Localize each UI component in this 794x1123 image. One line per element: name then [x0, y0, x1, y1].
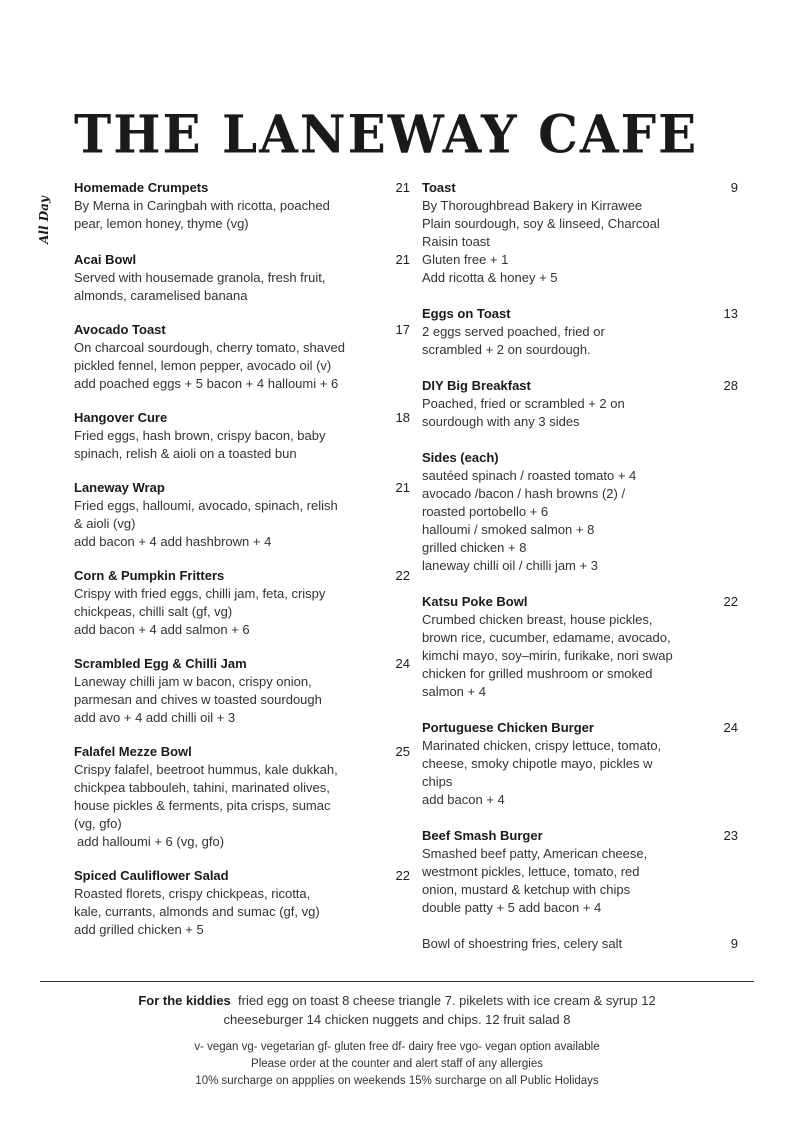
- menu-item: [422, 719, 738, 809]
- menu-item-description: scrambled + 2 on sourdough.: [422, 342, 591, 357]
- menu-item-description: Fried eggs, hash brown, crispy bacon, baby: [74, 428, 326, 443]
- menu-item-price: 9: [730, 180, 738, 195]
- menu-item-description: On charcoal sourdough, cherry tomato, shaved: [74, 340, 345, 355]
- menu-item-name: Beef Smash Burger: [422, 828, 543, 843]
- kids-label: For the kiddies: [138, 993, 231, 1008]
- menu-item-description: Add ricotta & honey + 5: [422, 270, 558, 285]
- menu-item-description: spinach, relish & aioli on a toasted bun: [74, 446, 297, 461]
- all-day-label: All Day: [37, 196, 51, 244]
- menu-item: [74, 251, 410, 305]
- menu-item-name: Acai Bowl: [74, 252, 137, 267]
- menu-item: [422, 593, 738, 701]
- menu-item: [422, 305, 738, 359]
- right-menu-column: [422, 179, 738, 953]
- menu-item-description: Crumbed chicken breast, house pickles,: [422, 612, 653, 627]
- menu-item-description: chickpea tabbouleh, tahini, marinated olives,: [74, 780, 330, 795]
- menu-item-description: add bacon + 4 add hashbrown + 4: [74, 534, 272, 549]
- menu-item-price: 13: [723, 306, 738, 321]
- menu-item-price: 22: [395, 568, 410, 583]
- menu-item-description: Crispy falafel, beetroot hummus, kale dukkah,: [74, 762, 338, 777]
- menu-item-price: 22: [395, 868, 410, 883]
- menu-item-description: Served with housemade granola, fresh fruit,: [74, 270, 326, 285]
- menu-item: [422, 827, 738, 917]
- menu-item: [74, 179, 410, 233]
- menu-item-description: 2 eggs served poached, fried or: [422, 324, 605, 339]
- note-line: Please order at the counter and alert staff of any allergies: [251, 1058, 543, 1070]
- menu-item-name: Laneway Wrap: [74, 480, 165, 495]
- kids-line-1: fried egg on toast 8 cheese triangle 7. pikelets with ice cream & syrup 12: [238, 993, 656, 1008]
- menu-item-price: 17: [395, 322, 410, 337]
- menu-item-name: Eggs on Toast: [422, 306, 511, 321]
- menu-item-price: 23: [723, 828, 738, 843]
- menu-item-price: 21: [395, 180, 410, 195]
- menu-item-price: 9: [730, 936, 738, 951]
- menu-item-name: Falafel Mezze Bowl: [74, 744, 192, 759]
- menu-item: [422, 377, 738, 431]
- menu-item: [74, 321, 410, 393]
- menu-item-description: onion, mustard & ketchup with chips: [422, 882, 631, 897]
- menu-item-description: By Merna in Caringbah with ricotta, poached: [74, 198, 330, 213]
- menu-item-name: Hangover Cure: [74, 410, 168, 425]
- menu-item-description: & aioli (vg): [74, 516, 136, 531]
- note-line: 10% surcharge on appplies on weekends 15% surcharge on all Public Holidays: [195, 1075, 599, 1087]
- menu-item-name: Toast: [422, 180, 456, 195]
- menu-item-name: Corn & Pumpkin Fritters: [74, 568, 225, 583]
- menu-item-description: Poached, fried or scrambled + 2 on: [422, 396, 625, 411]
- kids-line-2: cheeseburger 14 chicken nuggets and chips. 12 fruit salad 8: [223, 1012, 571, 1027]
- menu-item-name: DIY Big Breakfast: [422, 378, 531, 393]
- menu-item-description: sourdough with any 3 sides: [422, 414, 580, 429]
- menu-item-description: almonds, caramelised banana: [74, 288, 248, 303]
- menu-item-description: Fried eggs, halloumi, avocado, spinach, relish: [74, 498, 338, 513]
- menu-item: [74, 567, 410, 639]
- menu-item-description: sautéed spinach / roasted tomato + 4: [422, 468, 637, 483]
- menu-item-description: Smashed beef patty, American cheese,: [422, 846, 648, 861]
- menu-item-name: Portuguese Chicken Burger: [422, 720, 594, 735]
- menu-item: [422, 179, 738, 287]
- menu-item-description: Bowl of shoestring fries, celery salt: [422, 936, 623, 951]
- menu-item-description: westmont pickles, lettuce, tomato, red: [422, 864, 640, 879]
- kids-menu: [40, 991, 754, 1029]
- note-line: v- vegan vg- vegetarian gf- gluten free df- dairy free vgo- vegan option available: [194, 1041, 600, 1053]
- menu-item-description: kimchi mayo, soy–mirin, furikake, nori swap: [422, 648, 673, 663]
- menu-item-description: house pickles & ferments, pita crisps, sumac: [74, 798, 331, 813]
- menu-item-description: parmesan and chives w toasted sourdough: [74, 692, 322, 707]
- menu-item-description: add bacon + 4: [422, 792, 505, 807]
- menu-item-description: pear, lemon honey, thyme (vg): [74, 216, 249, 231]
- menu-item: [74, 479, 410, 551]
- divider: [40, 981, 754, 982]
- menu-item: [74, 743, 410, 851]
- menu-item-name: Spiced Cauliflower Salad: [74, 868, 229, 883]
- menu-item-description: add bacon + 4 add salmon + 6: [74, 622, 250, 637]
- menu-item-name: Sides (each): [422, 450, 499, 465]
- menu-item-description: Gluten free + 1: [422, 252, 509, 267]
- menu-item-description: grilled chicken + 8: [422, 540, 527, 555]
- menu-item-description: salmon + 4: [422, 684, 486, 699]
- menu-item-description: add avo + 4 add chilli oil + 3: [74, 710, 236, 725]
- menu-item: [74, 409, 410, 463]
- cafe-title: THE LANEWAY CAFE: [74, 103, 699, 165]
- menu-item-price: 21: [395, 252, 410, 267]
- menu-item-description: kale, currants, almonds and sumac (gf, vg): [74, 904, 320, 919]
- menu-item-description: halloumi / smoked salmon + 8: [422, 522, 595, 537]
- menu-notes: [40, 1039, 754, 1090]
- menu-item-description: add grilled chicken + 5: [74, 922, 204, 937]
- menu-item-description: chickpeas, chilli salt (gf, vg): [74, 604, 233, 619]
- menu-item-description: chicken for grilled mushroom or smoked: [422, 666, 653, 681]
- menu-item-description: roasted portobello + 6: [422, 504, 549, 519]
- menu-item-description: brown rice, cucumber, edamame, avocado,: [422, 630, 671, 645]
- menu-item-description: Plain sourdough, soy & linseed, Charcoal: [422, 216, 660, 231]
- menu-item: [422, 449, 738, 575]
- menu-item-name: Katsu Poke Bowl: [422, 594, 528, 609]
- menu-item-description: avocado /bacon / hash browns (2) /: [422, 486, 626, 501]
- menu-item: [74, 867, 410, 939]
- menu-item-name: Scrambled Egg & Chilli Jam: [74, 656, 247, 671]
- menu-item-description: laneway chilli oil / chilli jam + 3: [422, 558, 598, 573]
- menu-item-description: add halloumi + 6 (vg, gfo): [77, 834, 225, 849]
- menu-item-price: 25: [395, 744, 410, 759]
- menu-item-price: 24: [723, 720, 738, 735]
- menu-item-price: 21: [395, 480, 410, 495]
- menu-item-description: Laneway chilli jam w bacon, crispy onion,: [74, 674, 312, 689]
- menu-item-description: Raisin toast: [422, 234, 490, 249]
- menu-item-price: 24: [395, 656, 410, 671]
- left-menu-column: [74, 179, 410, 939]
- menu-item-price: 28: [723, 378, 738, 393]
- menu-item-description: double patty + 5 add bacon + 4: [422, 900, 602, 915]
- menu-item-description: Crispy with fried eggs, chilli jam, feta, crispy: [74, 586, 326, 601]
- menu-item-description: By Thoroughbread Bakery in Kirrawee: [422, 198, 643, 213]
- menu-item-name: Homemade Crumpets: [74, 180, 209, 195]
- menu-item-description: Roasted florets, crispy chickpeas, ricotta,: [74, 886, 311, 901]
- menu-item-description: chips: [422, 774, 453, 789]
- menu-item-name: Avocado Toast: [74, 322, 166, 337]
- menu-item-description: (vg, gfo): [74, 816, 122, 831]
- menu-item: [422, 935, 738, 953]
- menu-item-description: Marinated chicken, crispy lettuce, tomato,: [422, 738, 662, 753]
- menu-item-description: add poached eggs + 5 bacon + 4 halloumi + 6: [74, 376, 339, 391]
- menu-item-description: cheese, smoky chipotle mayo, pickles w: [422, 756, 653, 771]
- menu-item-description: pickled fennel, lemon pepper, avocado oil (v): [74, 358, 332, 373]
- menu-item-price: 22: [723, 594, 738, 609]
- menu-item: [74, 655, 410, 727]
- menu-item-price: 18: [395, 410, 410, 425]
